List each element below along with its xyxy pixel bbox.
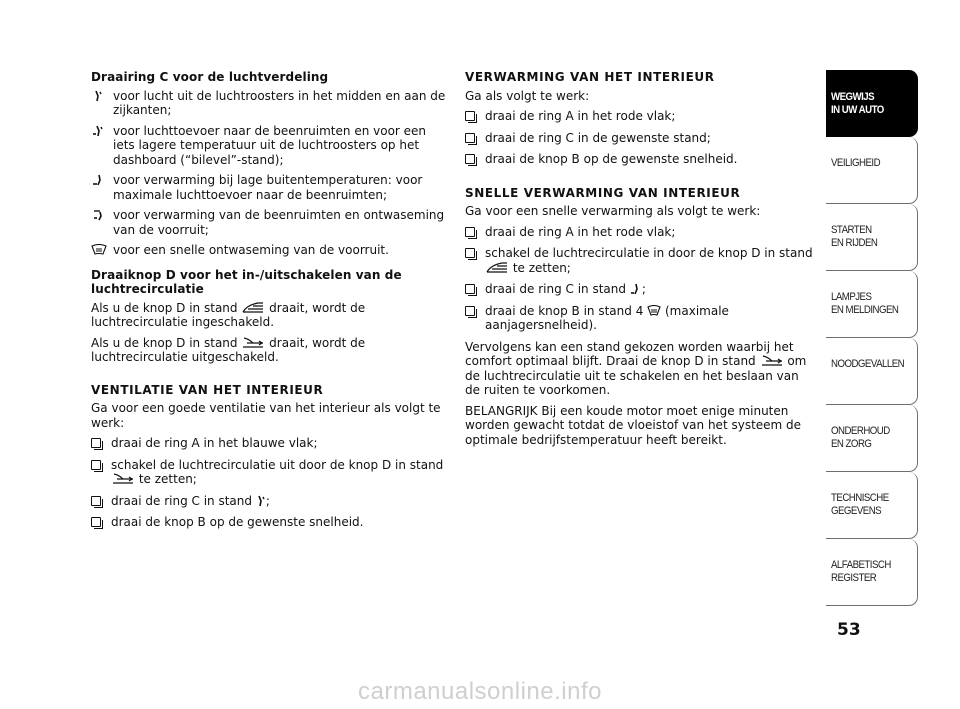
section-title-ventilation: VENTILATIE VAN HET INTERIEUR	[91, 382, 324, 397]
list-item: schakel de luchtrecirculatie in door de knop D in stand te zetten;	[465, 246, 815, 275]
tab-onderhoud[interactable]: ONDERHOUD EN ZORG	[826, 405, 918, 472]
list-item: draai de knop B in stand 4 (maximale aanjagersnelheid).	[465, 304, 815, 333]
checkbox-bullet-icon	[465, 133, 475, 143]
airflow-face-icon	[91, 90, 107, 102]
windscreen-defrost-icon	[647, 305, 661, 317]
watermark: carmanualsonline.info	[358, 678, 602, 705]
paragraph: Ga voor een snelle verwarming als volgt te werk:	[465, 204, 761, 218]
recirculation-off-icon	[241, 337, 265, 349]
section-title-recirculation: Draaiknop D voor het in-/uitschakelen van de luchtrecirculatie	[91, 267, 402, 296]
tab-noodgevallen[interactable]: NOODGEVALLEN	[826, 338, 918, 405]
list-item: draai de knop B op de gewenste snelheid.	[91, 515, 448, 530]
airflow-bilevel-icon	[91, 125, 107, 137]
list-item: voor lucht uit de luchtroosters in het midden en aan de zijkanten;	[91, 89, 448, 118]
page-number: 53	[837, 620, 861, 640]
tab-technische[interactable]: TECHNISCHE GEGEVENS	[826, 472, 918, 539]
paragraph: Ga voor een goede ventilatie van het interieur als volgt te werk:	[91, 401, 441, 430]
list-item: draai de ring A in het rode vlak;	[465, 225, 815, 240]
chapter-tabs	[826, 70, 918, 606]
list-item: draai de ring C in stand ;	[91, 494, 448, 509]
list-item: voor verwarming van de beenruimten en ontwaseming van de voorruit;	[91, 208, 448, 237]
tab-starten[interactable]: STARTEN EN RIJDEN	[826, 204, 918, 271]
recirculation-on-icon	[485, 262, 509, 274]
checkbox-bullet-icon	[465, 111, 475, 121]
airflow-face-icon	[256, 495, 266, 507]
section-title-air-distribution: Draairing C voor de luchtverdeling	[91, 70, 329, 84]
windscreen-defrost-icon	[91, 244, 107, 256]
checkbox-bullet-icon	[465, 227, 475, 237]
airflow-feet-defrost-icon	[91, 209, 107, 221]
list-item: draai de ring C in de gewenste stand;	[465, 131, 815, 146]
recirculation-off-icon	[111, 473, 135, 485]
checkbox-bullet-icon	[465, 306, 475, 316]
recirculation-on-icon	[241, 302, 265, 314]
paragraph: Als u de knop D in stand draait, wordt de luchtrecirculatie uitgeschakeld.	[91, 335, 366, 364]
checkbox-bullet-icon	[465, 248, 475, 258]
checkbox-bullet-icon	[91, 517, 101, 527]
list-item: draai de knop B op de gewenste snelheid.	[465, 152, 815, 167]
section-title-fast-heating: SNELLE VERWARMING VAN INTERIEUR	[465, 185, 741, 200]
checkbox-bullet-icon	[91, 438, 101, 448]
section-title-heating: VERWARMING VAN HET INTERIEUR	[465, 70, 715, 84]
recirculation-off-icon	[760, 355, 784, 367]
tab-wegwijs[interactable]: WEGWIJS IN UW AUTO	[826, 70, 918, 137]
list-item: voor verwarming bij lage buitentemperaturen: voor maximale luchttoevoer naar de beenruimten;	[91, 173, 448, 202]
right-column	[465, 70, 815, 453]
tab-lampjes[interactable]: LAMPJES EN MELDINGEN	[826, 271, 918, 338]
paragraph: Als u de knop D in stand draait, wordt de luchtrecirculatie ingeschakeld.	[91, 300, 366, 329]
paragraph-important: BELANGRIJK Bij een koude motor moet enige minuten worden gewacht totdat de vloeistof van het systeem de optimale bedrijfstemperatuur heeft bereikt.	[465, 403, 802, 447]
checkbox-bullet-icon	[465, 154, 475, 164]
list-item: draai de ring A in het blauwe vlak;	[91, 436, 448, 451]
paragraph: Vervolgens kan een stand gekozen worden waarbij het comfort optimaal blijft. Draai de knop D in stand om de luchtrecirculatie uit te schakelen en het beslaan van de ruiten te voorkomen.	[465, 339, 807, 397]
list-item: voor luchttoevoer naar de beenruimten en voor een iets lagere temperatuur uit de luchtroosters op het dashboard (“bilevel”-stand);	[91, 124, 448, 168]
list-item: draai de ring C in stand ;	[465, 282, 815, 297]
tab-alfabetisch[interactable]: ALFABETISCH REGISTER	[826, 539, 918, 606]
left-column	[91, 70, 448, 537]
list-item: draai de ring A in het rode vlak;	[465, 109, 815, 124]
paragraph: Ga als volgt te werk:	[465, 88, 590, 103]
checkbox-bullet-icon	[465, 284, 475, 294]
tab-veiligheid[interactable]: VEILIGHEID	[826, 137, 918, 204]
airflow-feet-icon	[630, 283, 642, 295]
checkbox-bullet-icon	[91, 496, 101, 506]
airflow-feet-icon	[91, 174, 107, 186]
list-item: voor een snelle ontwaseming van de voorruit.	[91, 243, 448, 258]
list-item: schakel de luchtrecirculatie uit door de knop D in stand te zetten;	[91, 458, 448, 487]
checkbox-bullet-icon	[91, 460, 101, 470]
